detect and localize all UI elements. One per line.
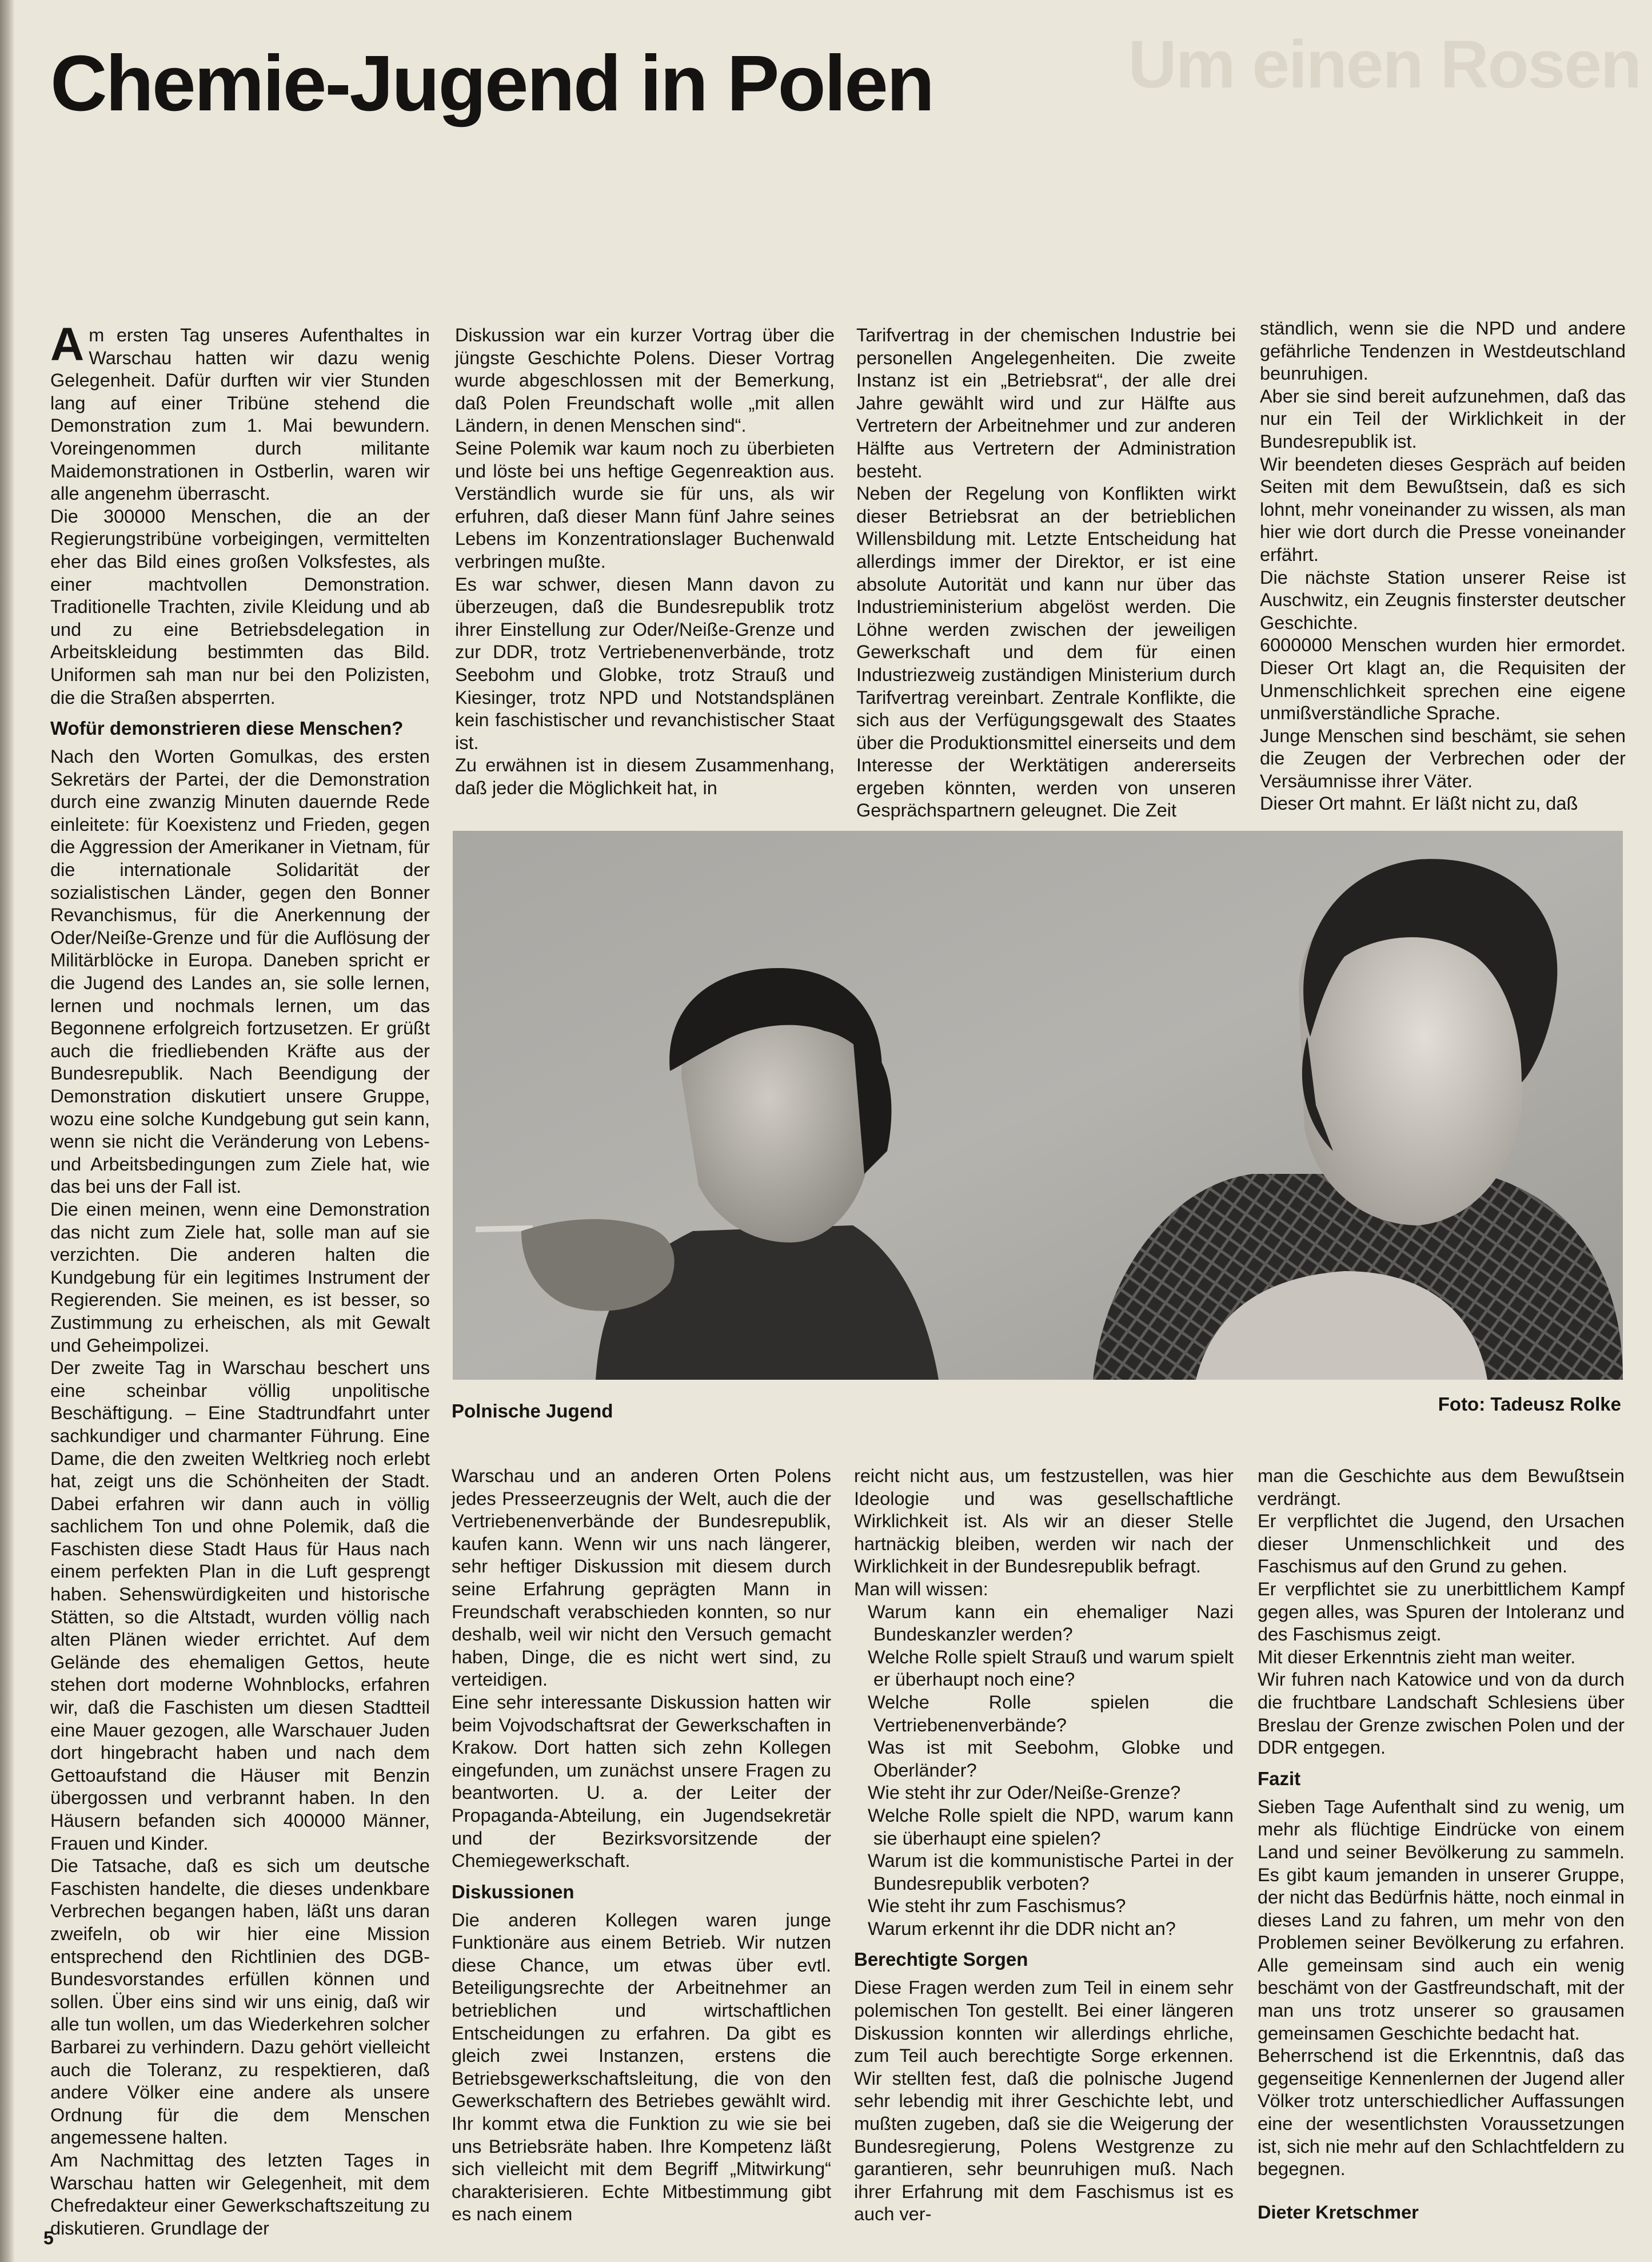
drop-cap: A bbox=[50, 318, 85, 371]
text-column-2-bottom bbox=[452, 1465, 831, 2226]
text-column-2-top bbox=[455, 324, 835, 799]
question-item: Warum erkennt ihr die DDR nicht an? bbox=[868, 1918, 1176, 1939]
body-paragraph: Die Tatsache, daß es sich um deutsche Faschisten handelte, die dieses undenkbare Verbrechen begangen haben, läßt uns daran zweifeln, ob wir hier eine Mission entsprechend den Richtlinien des DGB-Bundesvorstandes erfüllen können und sollen. Über eins sind wir uns einig, daß wir alle tun wollen, um das Wiederkehren solcher Barbarei zu verhindern. Dazu gehört vielleicht auch die Toleranz, zu respektieren, daß andere Völker eine andere als unsere Ordnung für die dem Menschen angemessene halten. bbox=[50, 1855, 430, 2148]
body-paragraph: Die 300000 Menschen, die an der Regierungstribüne vorbeigingen, vermittelten eher das Bild eines großen Volksfestes, als einer machtvollen Demonstration. Traditionelle Trachten, zivile Kleidung und ab und zu eine Betriebsdelegation in Arbeitskleidung bestimmten das Bild. Uniformen sah man nur bei den Polizisten, die die Straßen absperrten. bbox=[50, 505, 430, 708]
body-paragraph: Es war schwer, diesen Mann davon zu überzeugen, daß die Bundesrepublik trotz ihrer Einstellung zur Oder/Neiße-Grenze und zur DDR, trotz Vertriebenenverbände, trotz Seebohm und Globke, trotz Strauß und Kiesinger, trotz NPD und Notstandsplänen kein faschistischer und revanchistischer Staat ist. bbox=[455, 574, 835, 753]
question-item: Warum ist die kommunistische Partei in der Bundesrepublik verboten? bbox=[868, 1850, 1234, 1894]
body-paragraph: Beherrschend ist die Erkenntnis, daß das gegenseitige Kennenlernen der Jugend aller Völker trotz unterschiedlicher Auffassungen eine der wesentlichsten Voraussetzungen ist, sich nie mehr auf den Schlachtfeldern zu begegnen. bbox=[1258, 2045, 1625, 2180]
body-paragraph: Dieser Ort mahnt. Er läßt nicht zu, daß bbox=[1260, 793, 1578, 814]
photo-caption: Polnische Jugend bbox=[452, 1400, 613, 1421]
question-item: Was ist mit Seebohm, Globke und Oberländer? bbox=[868, 1737, 1234, 1781]
body-paragraph: Er verpflichtet sie zu unerbittlichem Kampf gegen alles, was Spuren der Intoleranz und des Faschismus zeigt. bbox=[1258, 1578, 1625, 1645]
page-number: 5 bbox=[43, 2228, 54, 2248]
article-photo bbox=[453, 831, 1623, 1380]
section-heading: Wofür demonstrieren diese Menschen? bbox=[50, 718, 404, 739]
text-column-3-top bbox=[856, 324, 1236, 822]
body-paragraph: Diese Fragen werden zum Teil in einem sehr polemischen Ton gestellt. Bei einer längeren Diskussion konnten wir allerdings ehrliche, zum Teil auch berechtigte Sorge erkennen. Wir stellten fest, daß die polnische Jugend sehr lebendig mit ihrer Geschichte lebt, und mußten zugeben, daß sie die Weigerung der Bundesregierung, Polens Westgrenze zu garantieren, sehr beunruhigen muß. Nach ihrer Erfahrung mit dem Faschismus ist es auch ver- bbox=[854, 1977, 1234, 2225]
body-paragraph: Sieben Tage Aufenthalt sind zu wenig, um mehr als flüchtige Eindrücke von einem Land und seiner Bevölkerung zu sammeln. Es gibt kaum jemanden in unserer Gruppe, der nicht das Bedürfnis hätte, noch einmal in dieses Land zu fahren, um mehr von den Problemen seiner Bevölkerung zu erfahren. Alle gemeinsam sind auch ein wenig beschämt von der Gastfreundschaft, mit der man uns trotz unserer so grausamen gemeinsamen Geschichte bedacht hat. bbox=[1258, 1796, 1625, 2044]
body-paragraph: Seine Polemik war kaum noch zu überbieten und löste bei uns heftige Gegenreaktion aus. Verständlich wurde sie für uns, als wir erfuhren, daß dieser Mann fünf Jahre seines Lebens im Konzentrationslager Buchenwald verbringen mußte. bbox=[455, 437, 835, 572]
body-paragraph: Aber sie sind bereit aufzunehmen, daß das nur ein Teil der Wirklichkeit in der Bundesrepublik ist. bbox=[1260, 385, 1626, 452]
body-paragraph: Der zweite Tag in Warschau beschert uns eine scheinbar völlig unpolitische Beschäftigung. – Eine Stadtrundfahrt unter sachkundiger und charmanter Führung. Eine Dame, die den zweiten Weltkrieg noch erlebt hat, zeigt uns die Schönheiten der Stadt. Dabei erfahren wir dann auch in völlig sachlichem Ton und ohne Polemik, daß die Faschisten diese Stadt Haus für Haus nach einem perfekten Plan in die Luft gesprengt haben. Sehenswürdigkeiten und historische Stätten, so die Altstadt, wurden völlig nach alten Plänen wieder errichtet. Auf dem Gelände des ehemaligen Gettos, heute stehen dort moderne Wohnblocks, erfahren wir, daß die Faschisten um diesen Stadtteil eine Mauer gezogen, alle Warschauer Juden dort hingebracht haben und nach dem Gettoaufstand die Häuser mit Benzin übergossen und verbrannt haben. In den Häusern befanden sich 400000 Männer, Frauen und Kinder. bbox=[50, 1357, 430, 1854]
question-item: Welche Rolle spielt die NPD, warum kann sie überhaupt eine spielen? bbox=[868, 1805, 1234, 1849]
article-title: Chemie-Jugend in Polen bbox=[50, 39, 933, 128]
page-binding-edge bbox=[0, 0, 15, 2262]
photo-credit: Foto: Tadeusz Rolke bbox=[1438, 1393, 1621, 1415]
section-heading: Berechtigte Sorgen bbox=[854, 1949, 1028, 1970]
body-paragraph: Warschau und an anderen Orten Polens jedes Presseerzeugnis der Welt, auch die der Vertriebenenverbände der Bundesrepublik, kaufen kann. Wenn wir uns nach längerer, sehr heftiger Diskussion mit diesem durch seine Erfahrung geprägten Mann in Freundschaft verabschieden konnten, so nur deshalb, weil wir nicht den Versuch gemacht haben, Dinge, die es nicht wert sind, zu verteidigen. bbox=[452, 1465, 831, 1690]
question-item: Warum kann ein ehemaliger Nazi Bundeskanzler werden? bbox=[868, 1601, 1234, 1645]
body-paragraph: Mit dieser Erkenntnis zieht man weiter. bbox=[1258, 1646, 1576, 1667]
body-paragraph: Die einen meinen, wenn eine Demonstration das nicht zum Ziele hat, solle man auf sie verzichten. Die anderen halten die Kundgebung für ein legitimes Instrument der Regierenden. Sie meinen, es ist besser, so Zustimmung zu erheischen, als mit Gewalt und Geheimpolizei. bbox=[50, 1198, 430, 1356]
body-paragraph: Er verpflichtet die Jugend, den Ursachen dieser Unmenschlichkeit und des Faschismus auf den Grund zu gehen. bbox=[1258, 1511, 1625, 1577]
question-item: Wie steht ihr zum Faschismus? bbox=[868, 1895, 1126, 1917]
body-paragraph: 6000000 Menschen wurden hier ermordet. Dieser Ort klagt an, die Requisiten der Unmenschlichkeit sprechen eine eigene unmißverständliche Sprache. bbox=[1260, 635, 1626, 724]
text-column-3-bottom bbox=[854, 1465, 1234, 2226]
body-paragraph: Tarifvertrag in der chemischen Industrie bei personellen Angelegenheiten. Die zweite Instanz ist ein „Betriebsrat“, der alle drei Jahre gewählt wird und zur Hälfte aus Vertretern der Arbeitnehmer und zur anderen Hälfte aus Vertretern der Administration besteht. bbox=[856, 325, 1236, 481]
body-paragraph: Wir beendeten dieses Gespräch auf beiden Seiten mit dem Bewußtsein, daß es sich lohnt, mehr voneinander zu wissen, als man hier wie dort durch die Presse voneinander erfährt. bbox=[1260, 453, 1626, 565]
body-paragraph: Man will wissen: bbox=[854, 1578, 988, 1599]
section-heading: Diskussionen bbox=[452, 1881, 574, 1902]
body-paragraph: Junge Menschen sind beschämt, sie sehen die Zeugen der Verbrechen oder der Versäumnisse ihrer Väter. bbox=[1260, 725, 1626, 791]
text-column-4-top bbox=[1260, 317, 1626, 815]
body-paragraph: Nach den Worten Gomulkas, des ersten Sekretärs der Partei, der die Demonstration durch eine zwanzig Minuten dauernde Rede einleitete: für Koexistenz und Frieden, gegen die Aggression der Amerikaner in Vietnam, für die internationale Solidarität der sozialistischen Länder, gegen den Bonner Revanchismus, für die Anerkennung der Oder/Neiße-Grenze und für die Auflösung der Militärblöcke in Europa. Daneben spricht er die Jugend des Landes an, sie solle lernen, lernen und nochmals lernen, um das Begonnene erfolgreich fortzusetzen. Er grüßt auch die friedliebenden Kräfte aus der Bundesrepublik. Nach Beendigung der Demonstration diskutiert unsere Gruppe, wozu eine solche Kundgebung gut sein kann, wenn sie nicht die Veränderung von Lebens- und Arbeitsbedingungen zum Ziele hat, wie das bei uns der Fall ist. bbox=[50, 746, 430, 1197]
text-column-1 bbox=[50, 318, 430, 2240]
lead-paragraph bbox=[50, 318, 430, 505]
body-paragraph: Zu erwähnen ist in diesem Zusammenhang, daß jeder die Möglichkeit hat, in bbox=[455, 755, 835, 798]
body-paragraph: Neben der Regelung von Konflikten wirkt dieser Betriebsrat an der betrieblichen Willensbildung mit. Letzte Entscheidung hat allerdings immer der Direktor, er ist eine absolute Autorität und kann nur über das Industrieministerium abgelöst werden. Die Löhne werden zwischen der jeweiligen Gewerkschaft und dem für einen Industriezweig zuständigen Ministerium durch Tarifvertrag vereinbart. Zentrale Konflikte, die sich aus der Verfügungsgewalt des Staates über die Produktionsmittel einerseits und dem Interesse der Werktätigen andererseits ergeben könnten, werden von unseren Gesprächspartnern geleugnet. Die Zeit bbox=[856, 483, 1236, 821]
question-item: Wie steht ihr zur Oder/Neiße-Grenze? bbox=[868, 1782, 1181, 1803]
bleed-through-headline: Um einen Rosen bbox=[1128, 27, 1641, 102]
question-item: Welche Rolle spielt Strauß und warum spielt er überhaupt noch eine? bbox=[868, 1646, 1234, 1690]
body-paragraph: Wir fuhren nach Katowice und von da durch die fruchtbare Landschaft Schlesiens über Breslau der Grenze zwischen Polen und der DDR entgegen. bbox=[1258, 1669, 1625, 1758]
author-signature: Dieter Kretschmer bbox=[1258, 2201, 1419, 2223]
lead-text: m ersten Tag unseres Aufenthaltes in Warschau hatten wir dazu wenig Gelegenheit. Dafür durften wir vier Stunden lang auf einer Tribüne stehend die Demonstration zum 1. Mai bewundern. Voreingenommen durch militante Maidemonstrationen in Ostberlin, waren wir alle angenehm überrascht. bbox=[50, 325, 430, 504]
body-paragraph: Am Nachmittag des letzten Tages in Warschau hatten wir Gelegenheit, mit dem Chefredakteur einer Gewerkschaftszeitung zu diskutieren. Grundlage der bbox=[50, 2149, 430, 2239]
text-column-4-bottom bbox=[1258, 1465, 1625, 2224]
body-paragraph: reicht nicht aus, um festzustellen, was hier Ideologie und was gesellschaftliche Wirklichkeit ist. Als wir an dieser Stelle hartnäckig bleiben, werden wir nach der Wirklichkeit in der Bundesrepublik befragt. bbox=[854, 1465, 1234, 1577]
body-paragraph: Die anderen Kollegen waren junge Funktionäre aus einem Betrieb. Wir nutzen diese Chance, um etwas über evtl. Beteiligungsrechte der Arbeitnehmer an betrieblichen und wirtschaftlichen Entscheidungen zu erfahren. Da gibt es gleich zwei Instanzen, erstens die Betriebsgewerkschaftsleitung, die von den Gewerkschaftern des Betriebes gewählt wird. Ihr kommt etwa die Funktion zu wie sie bei uns Betriebsräte haben. Ihre Kompetenz läßt sich vielleicht mit dem Begriff „Mitwirkung“ charakterisieren. Echte Mitbestimmung gibt es nach einem bbox=[452, 1909, 831, 2225]
section-heading: Fazit bbox=[1258, 1767, 1301, 1789]
body-paragraph: man die Geschichte aus dem Bewußtsein verdrängt. bbox=[1258, 1465, 1625, 1509]
body-paragraph: ständlich, wenn sie die NPD und andere gefährliche Tendenzen in Westdeutschland beunruhigen. bbox=[1260, 318, 1626, 384]
body-paragraph: Diskussion war ein kurzer Vortrag über die jüngste Geschichte Polens. Dieser Vortrag wurde abgeschlossen mit der Bemerkung, daß Polen Freundschaft wolle „mit allen Ländern, in denen Menschen sind“. bbox=[455, 325, 835, 436]
body-paragraph: Die nächste Station unserer Reise ist Auschwitz, ein Zeugnis finsterster deutscher Geschichte. bbox=[1260, 567, 1626, 633]
body-paragraph: Eine sehr interessante Diskussion hatten wir beim Vojvodschaftsrat der Gewerkschaften in Krakow. Dort hatten sich zehn Kollegen eingefunden, um zunächst unsere Fragen zu beantworten. U. a. der Leiter der Propaganda-Abteilung, ein Jugendsekretär und der Bezirksvorsitzende der Chemiegewerkschaft. bbox=[452, 1691, 831, 1871]
question-item: Welche Rolle spielen die Vertriebenenverbände? bbox=[868, 1691, 1234, 1735]
